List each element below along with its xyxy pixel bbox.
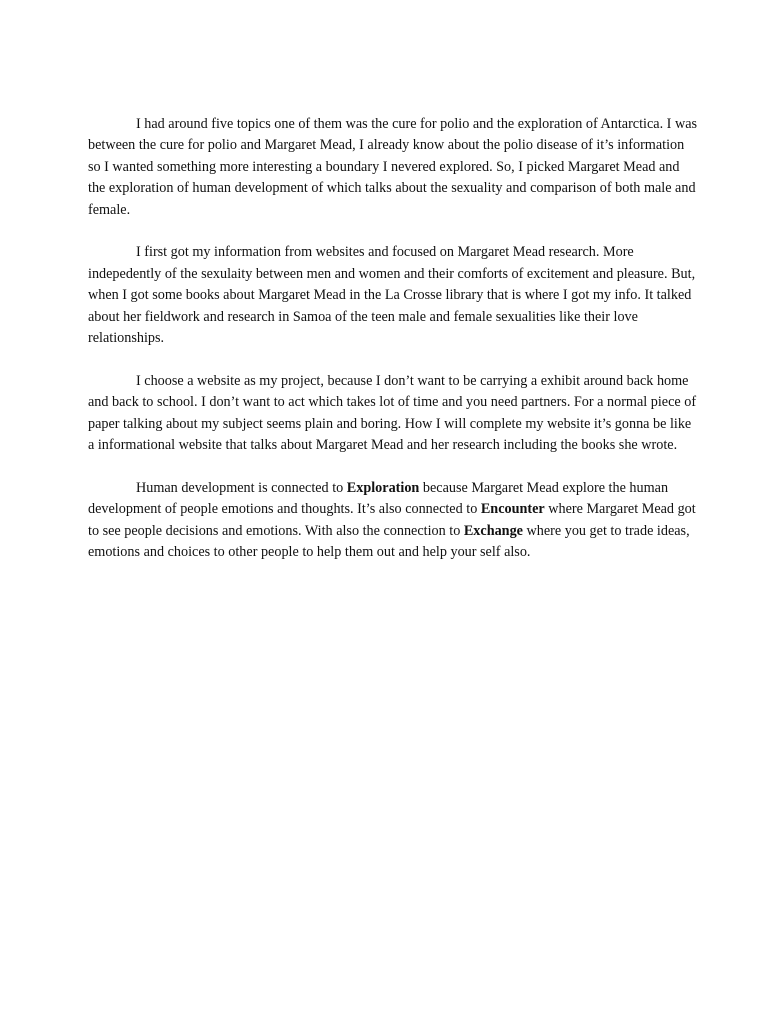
paragraph-project-format: I choose a website as my project, because I don’t want to be carrying a exhibit around back home and back to school. I don’t want to act which takes lot of time and you need partners. For a normal piece of paper talking about my subject seems plain and boring. How I will complete my website it’s gonna be like a informational website that talks about Margaret Mead and her research including the books she wrote. [88, 372, 697, 454]
paragraph-research-sources: I first got my information from websites and focused on Margaret Mead research. More indepedently of the sexulaity between men and women and their comforts of excitement and pleasure. But, when I got some books about Margaret Mead in the La Crosse library that is where I got my info. It talked about her fieldwork and research in Samoa of the teen male and female sexualities like their love relationships. [88, 244, 696, 347]
paragraph-theme-connections [88, 478, 700, 564]
term-exchange: Exchange [463, 522, 523, 539]
connection-text-3: where Margaret Mead got to see people decisions and emotions. With also the connection to [88, 501, 696, 539]
document-body [88, 114, 700, 585]
term-encounter: Encounter [480, 501, 545, 518]
paragraph-topic-choice: I had around five topics one of them was the cure for polio and the exploration of Antarctica. I was between the cure for polio and Margaret Mead, I already know about the polio disease of it’s information so I wanted something more interesting a boundary I nevered explored. So, I picked Margaret Mead and the exploration of human development of which talks about the sexuality and comparison of both male and female. [88, 116, 698, 218]
term-exploration: Exploration [346, 479, 420, 496]
connection-text-2: because Margaret Mead explore the human development of people emotions and thoughts. It’s also connected to [88, 479, 669, 518]
connection-text-1: Human development is connected to [136, 479, 347, 496]
connection-text-4: where you get to trade ideas, emotions and choices to other people to help them out and help your self also. [88, 522, 690, 561]
